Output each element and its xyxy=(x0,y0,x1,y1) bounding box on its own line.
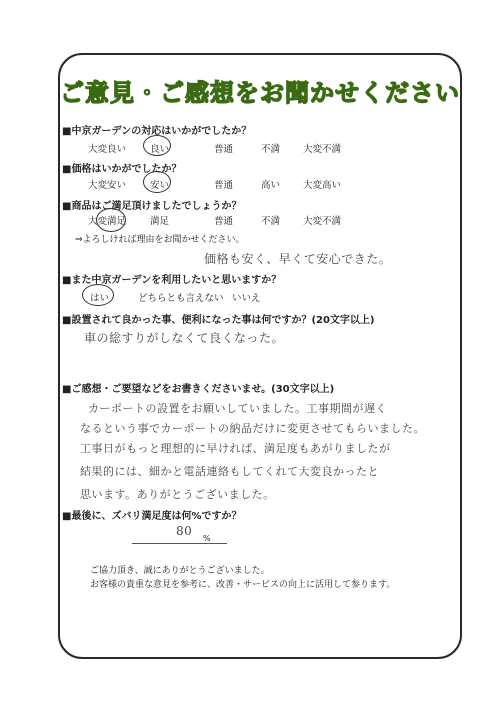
option-normal: 普通 xyxy=(214,216,234,227)
option-normal: 普通 xyxy=(214,144,234,155)
handwritten-comment-line: なるという事でカーポートの納品だけに変更させてもらいました。 xyxy=(80,422,425,435)
answer-underline xyxy=(132,543,227,544)
percent-unit: % xyxy=(203,534,211,543)
thanks-text: ご協力頂き、誠にありがとうございました。 xyxy=(90,566,270,576)
option-satisfied: 満足 xyxy=(150,216,170,227)
option-very-dissatisfied: 大変不満 xyxy=(303,144,342,155)
option-no: いいえ xyxy=(232,293,261,304)
question-product-satisfaction: ■商品はご満足頂けましたでしょうか？ xyxy=(62,201,242,212)
handwritten-comment-line: 結果的には、細かと電話連絡もしてくれて大変良かったと xyxy=(80,465,379,478)
option-neither: どちらとも言えない xyxy=(138,293,224,304)
page-title: ご意見・ご感想をお聞かせください xyxy=(60,79,460,107)
selection-circle-q1 xyxy=(143,135,171,156)
option-cheap: 安い xyxy=(150,180,170,191)
selection-circle-q4 xyxy=(82,284,114,306)
closing-text: お客様の貴重な意見を参考に、改善・サービスの向上に活用して参ります。 xyxy=(90,580,396,590)
option-good: 良い xyxy=(150,144,170,155)
option-very-satisfied: 大変満足 xyxy=(88,216,127,227)
handwritten-comment-line: 思います。ありがとうございました。 xyxy=(80,488,275,501)
option-very-dissatisfied: 大変不満 xyxy=(303,216,342,227)
question-staff-response: ■中京ガーデンの対応はいかがでしたか？ xyxy=(62,126,252,137)
selection-circle-q3 xyxy=(96,208,126,232)
option-normal: 普通 xyxy=(214,180,234,191)
satisfaction-value: 80 xyxy=(176,524,193,538)
option-dissatisfied: 不満 xyxy=(261,216,281,227)
handwritten-reason: 価格も安く、早くて安心できた。 xyxy=(204,252,392,266)
question-benefits: ■設置されて良かった事、便利になった事は何ですか？(20文字以上) xyxy=(62,315,375,326)
selection-circle-q2 xyxy=(143,171,171,193)
handwritten-comment-line: 工事日がもっと理想的に早ければ、満足度もあがりましたが xyxy=(80,442,391,455)
option-dissatisfied: 不満 xyxy=(261,144,281,155)
question-reuse: ■また中京ガーデンを利用したいと思いますか？ xyxy=(62,275,282,286)
option-yes: はい xyxy=(90,293,110,304)
handwritten-benefits: 車の総すりがしなくて良くなった。 xyxy=(84,331,285,345)
option-very-cheap: 大変安い xyxy=(88,180,127,191)
question-satisfaction-percent: ■最後に、ズバリ満足度は何%ですか？ xyxy=(62,511,242,522)
option-very-good: 大変良い xyxy=(88,144,127,155)
question-comments: ■ご感想・ご要望などをお書きくださいませ。(30文字以上) xyxy=(62,384,335,395)
question-price: ■価格はいかがでしたか？ xyxy=(62,164,182,175)
reason-prompt: ⇒よろしければ理由をお聞かせください。 xyxy=(75,235,245,245)
handwritten-comment-line: カーポートの設置をお願いしていました。工事期間が遅く xyxy=(88,402,387,415)
option-very-expensive: 大変高い xyxy=(303,180,342,191)
option-expensive: 高い xyxy=(261,180,281,191)
